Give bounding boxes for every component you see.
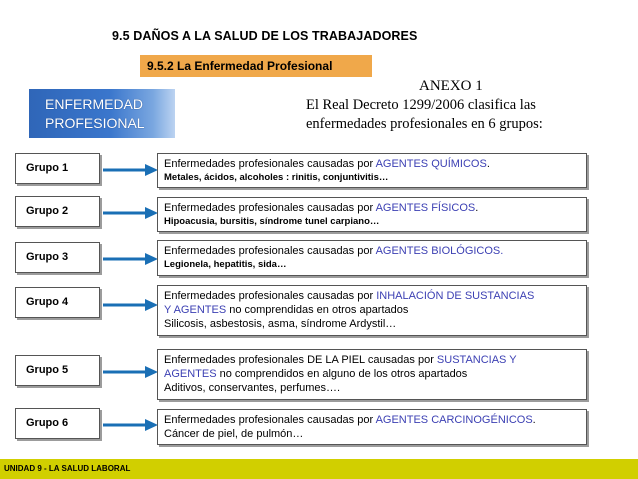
group-2-post: . [475,202,479,214]
group-1-detail: Metales, ácidos, alcoholes : rinitis, conjuntivitis… [164,172,389,183]
section-subtitle: 9.5.2 La Enfermedad Profesional [140,55,372,77]
group-2-text: Enfermedades profesionales causadas por [164,202,376,214]
group-5-detail: Aditivos, conservantes, perfumes…. [164,382,341,394]
group-4-highlight-2: Y AGENTES [164,304,227,316]
group-4-line1 [164,289,580,303]
group-5-line1 [164,353,580,367]
arrow-right-icon [103,163,159,177]
arrow-right-icon [103,298,159,312]
group-6-detail: Cáncer de piel, de pulmón… [164,428,304,440]
group-1-label: Grupo 1 [15,153,100,184]
group-1-line1 [164,157,580,171]
group-6-highlight: AGENTES CARCINOGÉNICOS [375,414,533,426]
group-2-description [157,197,587,232]
arrow-right-icon [103,418,159,432]
anexo-text [306,77,606,134]
footer-bar: UNIDAD 9 - LA SALUD LABORAL [0,459,638,479]
group-3-highlight: AGENTES BIOLÓGICOS. [375,245,504,257]
group-6-label: Grupo 6 [15,408,100,439]
enf-box-line2: PROFESIONAL [45,115,145,131]
group-5-text-2: no comprendidos en alguno de los otros apartados [216,368,468,380]
group-6-description [157,409,587,445]
group-3-line1 [164,244,580,258]
group-4-text: Enfermedades profesionales causadas por [164,290,377,302]
group-2-line1 [164,201,580,215]
anexo-line1: El Real Decreto 1299/2006 clasifica las [306,97,536,113]
group-1-highlight: AGENTES QUÍMICOS [375,158,487,170]
group-4-label: Grupo 4 [15,287,100,318]
group-2-label: Grupo 2 [15,196,100,227]
enf-box-line1: ENFERMEDAD [45,96,144,112]
group-4-line2 [164,303,580,317]
group-5-text: Enfermedades profesionales DE LA PIEL causadas por [164,354,437,366]
group-5-highlight-2: AGENTES [164,368,217,380]
group-3-detail: Legionela, hepatitis, sida… [164,259,287,270]
group-1-post: . [486,158,490,170]
group-3-text: Enfermedades profesionales causadas por [164,245,376,257]
group-5-label: Grupo 5 [15,355,100,386]
group-2-highlight: AGENTES FÍSICOS [375,202,476,214]
arrow-right-icon [103,365,159,379]
group-5-description [157,349,587,400]
group-4-description [157,285,587,336]
group-1-text: Enfermedades profesionales causadas por [164,158,376,170]
group-4-text-2: no comprendidas en otros apartados [226,304,409,316]
group-1-description [157,153,587,188]
group-6-line1 [164,413,580,427]
enfermedad-profesional-box [29,89,175,138]
page-title: 9.5 DAÑOS A LA SALUD DE LOS TRABAJADORES [112,29,418,43]
anexo-title: ANEXO 1 [419,78,483,94]
group-4-detail: Silicosis, asbestosis, asma, síndrome Ardystil… [164,318,397,330]
arrow-right-icon [103,252,159,266]
group-3-label: Grupo 3 [15,242,100,273]
arrow-right-icon [103,206,159,220]
anexo-line2: enfermedades profesionales en 6 grupos: [306,116,543,132]
group-5-highlight: SUSTANCIAS Y [436,354,517,366]
group-3-description [157,240,587,276]
group-6-text: Enfermedades profesionales causadas por [164,414,376,426]
group-2-detail: Hipoacusia, bursitis, síndrome tunel carpiano… [164,216,380,227]
group-6-post: . [532,414,536,426]
group-5-line2 [164,367,580,381]
group-4-highlight: INHALACIÓN DE SUSTANCIAS [376,290,535,302]
